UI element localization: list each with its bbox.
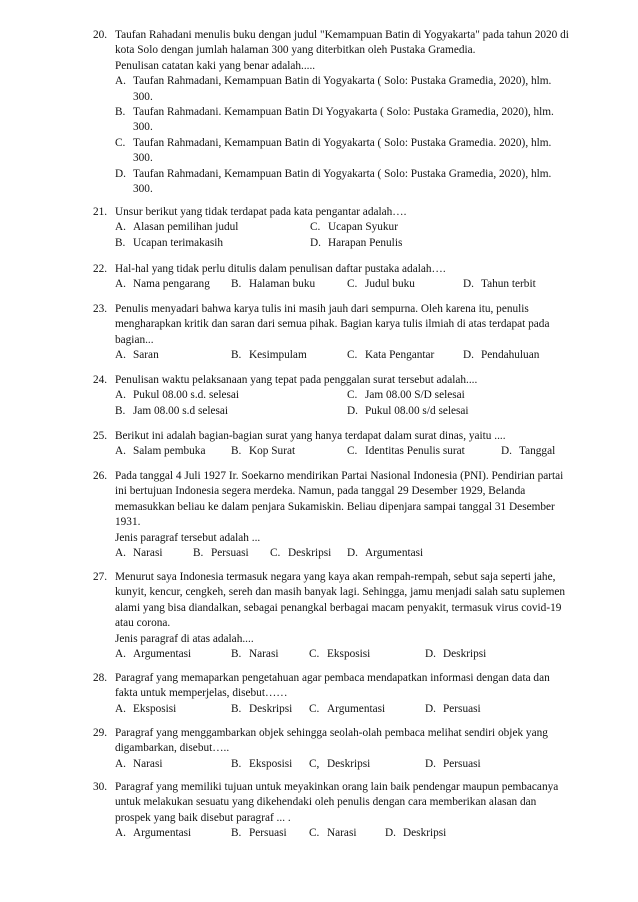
option-text: Taufan Rahmadani, Kemampuan Batin di Yogyakarta ( Solo: Pustaka Gramedia, 2020), hlm. <box>133 75 552 88</box>
answer-option-b[interactable] <box>231 826 287 841</box>
option-letter: B. <box>231 757 242 770</box>
option-text: Argumentasi <box>365 547 424 560</box>
question-stem-line: Menurut saya Indonesia termasuk negara yang kaya akan rempah-rempah, sebut saja seperti jahe, <box>115 571 556 583</box>
option-letter: C. <box>270 547 281 560</box>
option-letter: A. <box>115 445 126 458</box>
option-text: Taufan Rahmadani, Kemampuan Batin di Yogyakarta ( Solo: Pustaka Gramedia. 2020), hlm. <box>133 136 552 149</box>
option-text: Nama pengarang <box>133 278 210 291</box>
answer-option-d[interactable] <box>463 277 536 292</box>
question-29 <box>93 726 603 772</box>
option-letter: C, <box>309 757 320 770</box>
answer-option-a[interactable] <box>115 647 191 662</box>
option-letter: D. <box>425 702 436 715</box>
option-text: Ucapan Syukur <box>328 221 398 234</box>
option-letter: A. <box>115 75 126 88</box>
question-stem-line: prospek yang baik disebut paragraf ... . <box>115 811 291 824</box>
option-text: Argumentasi <box>327 702 386 715</box>
question-stem-line: Penulisan waktu pelaksanaan yang tepat pada penggalan surat tersebut adalah.... <box>115 374 478 386</box>
answer-option-d[interactable] <box>463 348 539 363</box>
question-24 <box>93 373 603 419</box>
option-text: Narasi <box>133 547 163 560</box>
option-letter: A. <box>115 702 126 715</box>
answer-option-a[interactable] <box>115 546 162 561</box>
question-number: 30. <box>93 781 108 793</box>
answer-option-a[interactable] <box>115 277 210 292</box>
option-text: Kesimpulam <box>249 349 307 362</box>
option-text: Alasan pemilihan judul <box>133 221 239 234</box>
answer-option-b[interactable] <box>231 647 278 662</box>
answer-option-d[interactable] <box>385 826 446 841</box>
answer-option-d[interactable] <box>425 702 481 717</box>
option-text: Persuasi <box>443 757 481 770</box>
answer-option-d[interactable] <box>425 757 481 772</box>
question-number: 24. <box>93 374 108 386</box>
question-stem-line: Pada tanggal 4 Juli 1927 Ir. Soekarno mendirikan Partai Nasional Indonesia (PNI). Pendirian partai <box>115 470 564 482</box>
question-25 <box>93 429 603 460</box>
answer-option-d[interactable] <box>425 647 486 662</box>
option-letter: B. <box>115 106 126 119</box>
option-letter: B. <box>231 702 242 715</box>
answer-option-c[interactable] <box>347 277 415 292</box>
option-letter: D. <box>501 445 512 458</box>
answer-option-c[interactable] <box>270 546 331 561</box>
option-text: Salam pembuka <box>133 445 206 458</box>
option-text: Pukul 08.00 s.d. selesai <box>133 389 240 402</box>
option-text: Argumentasi <box>133 648 192 661</box>
question-stem-line: 1931. <box>115 516 141 529</box>
option-text: Eksposisi <box>249 757 293 770</box>
option-text: Eksposisi <box>327 648 371 661</box>
option-text: Persuasi <box>211 547 249 560</box>
option-letter: C. <box>310 221 321 234</box>
option-letter: A. <box>115 827 126 840</box>
option-letter: D. <box>425 648 436 661</box>
answer-option-a[interactable] <box>115 388 239 403</box>
option-letter: C. <box>309 648 320 661</box>
option-text: Taufan Rahmadani. Kemampuan Batin Di Yogyakarta ( Solo: Pustaka Gramedia, 2020), hlm. <box>133 106 554 119</box>
answer-option-c[interactable] <box>347 388 465 403</box>
option-text: 300. <box>133 121 153 134</box>
option-text: Persuasi <box>249 827 287 840</box>
answer-option-a[interactable] <box>115 444 205 459</box>
option-letter: D. <box>347 404 358 417</box>
answer-option-d[interactable] <box>115 167 603 198</box>
option-text: 300. <box>133 152 153 165</box>
answer-option-d[interactable] <box>347 546 423 561</box>
question-stem-line: untuk melakukan sesuatu yang dikehendaki oleh penulis dengan cara memberikan alasan dan <box>115 796 537 809</box>
question-stem-line: Taufan Rahadani menulis buku dengan judul "Kemampuan Batin di Yogyakarta" pada tahun 2020 di <box>115 29 569 41</box>
answer-option-c[interactable] <box>310 220 398 235</box>
question-stem-line: Unsur berikut yang tidak terdapat pada kata pengantar adalah…. <box>115 206 407 218</box>
question-number: 28. <box>93 672 108 684</box>
option-text: Narasi <box>327 827 357 840</box>
option-letter: C. <box>347 278 358 291</box>
question-number: 23. <box>93 303 108 315</box>
answer-option-a[interactable] <box>115 702 176 717</box>
answer-option-b[interactable] <box>231 757 292 772</box>
question-stem-line: Penulisan catatan kaki yang benar adalah..... <box>115 59 316 72</box>
question-stem-line: atau corona. <box>115 617 171 630</box>
option-text: Judul buku <box>365 278 415 291</box>
option-letter: B. <box>231 278 242 291</box>
option-text: Kop Surat <box>249 445 296 458</box>
answer-option-b[interactable] <box>231 702 292 717</box>
answer-option-d[interactable] <box>347 404 469 419</box>
answer-option-d[interactable] <box>310 236 402 251</box>
option-text: Persuasi <box>443 702 481 715</box>
answer-option-b[interactable] <box>231 348 307 363</box>
option-text: Deskripsi <box>443 648 487 661</box>
question-stem-line: Jenis paragraf di atas adalah.... <box>115 632 254 645</box>
question-23 <box>93 302 603 364</box>
question-stem-line: kota Solo dengan jumlah halaman 300 yang diterbitkan oleh Pustaka Gramedia. <box>115 44 476 57</box>
option-text: Kata Pengantar <box>365 349 435 362</box>
option-text: Tahun terbit <box>481 278 536 291</box>
question-stem-line: Jenis paragraf tersebut adalah ... <box>115 531 261 544</box>
question-stem-line: ini bertujuan Indonesia segera merdeka. Namun, pada tanggal 29 Desember 1929, Belanda <box>115 485 526 498</box>
option-letter: C. <box>309 702 320 715</box>
option-text: Deskripsi <box>327 757 371 770</box>
answer-option-b[interactable] <box>115 404 228 419</box>
option-text: Pendahuluan <box>481 349 540 362</box>
question-stem-line: kunyit, kencur, cengkeh, sereh dan masih banyak lagi. Sehingga, jamu menjadi salah satu suplemen <box>115 586 566 599</box>
option-letter: C. <box>347 445 358 458</box>
option-text: Identitas Penulis surat <box>365 445 465 458</box>
option-text: Halaman buku <box>249 278 316 291</box>
option-text: Saran <box>133 349 159 362</box>
answer-option-b[interactable] <box>231 444 295 459</box>
question-number: 20. <box>93 29 108 41</box>
question-stem-line: digambarkan, disebut….. <box>115 742 230 755</box>
question-number: 29. <box>93 727 108 739</box>
question-30 <box>93 780 603 842</box>
option-text: Tanggal <box>519 445 556 458</box>
answer-option-b[interactable] <box>115 105 603 136</box>
question-number: 25. <box>93 430 108 442</box>
answer-option-a[interactable] <box>115 826 191 841</box>
option-letter: A. <box>115 349 126 362</box>
option-text: Narasi <box>133 757 163 770</box>
question-number: 22. <box>93 263 108 275</box>
answer-option-d[interactable] <box>501 444 555 459</box>
option-text: Narasi <box>249 648 279 661</box>
answer-option-c[interactable] <box>347 444 465 459</box>
option-letter: B. <box>115 404 126 417</box>
question-28 <box>93 671 603 717</box>
option-letter: A. <box>115 278 126 291</box>
answer-option-c[interactable] <box>309 702 385 717</box>
question-stem-line: Paragraf yang memiliki tujuan untuk meyakinkan orang lain baik pendengar maupun pembacanya <box>115 781 559 793</box>
question-stem-line: Paragraf yang memaparkan pengetahuan agar pembaca mendapatkan informasi dengan data dan <box>115 672 550 684</box>
question-stem-line: Paragraf yang menggambarkan objek sehingga seolah-olah pembaca melihat sendiri objek yang <box>115 727 548 739</box>
answer-option-c[interactable] <box>309 757 370 772</box>
option-letter: D. <box>463 349 474 362</box>
option-text: Pukul 08.00 s/d selesai <box>365 404 469 417</box>
option-text: Deskripsi <box>288 547 332 560</box>
option-text: 300. <box>133 183 153 196</box>
answer-option-b[interactable] <box>115 236 223 251</box>
answer-option-a[interactable] <box>115 220 238 235</box>
answer-option-c[interactable] <box>309 826 356 841</box>
option-letter: D. <box>310 236 321 249</box>
question-number: 26. <box>93 470 108 482</box>
option-letter: B. <box>231 445 242 458</box>
option-letter: B. <box>231 827 242 840</box>
question-stem-line: Hal-hal yang tidak perlu ditulis dalam penulisan daftar pustaka adalah…. <box>115 263 446 275</box>
option-text: 300. <box>133 90 153 103</box>
question-stem-line: Berikut ini adalah bagian-bagian surat yang hanya terdapat dalam surat dinas, yaitu .... <box>115 430 506 442</box>
option-letter: A. <box>115 389 126 402</box>
question-stem-line: alami yang bisa diandalkan, sebagai penangkal berbagai macam penyakit, termasuk virus covid-19 <box>115 601 562 614</box>
option-text: Harapan Penulis <box>328 236 403 249</box>
question-stem-line: Penulis menyadari bahwa karya tulis ini masih jauh dari sempurna. Oleh karena itu, penulis <box>115 303 529 315</box>
question-stem-line: fakta untuk memperjelas, disebut…… <box>115 687 288 700</box>
option-letter: C. <box>115 136 126 149</box>
question-27 <box>93 570 603 662</box>
option-text: Deskripsi <box>249 702 293 715</box>
option-letter: A. <box>115 757 126 770</box>
option-letter: C. <box>347 349 358 362</box>
option-letter: D. <box>463 278 474 291</box>
option-text: Taufan Rahmadani, Kemampuan Batin di Yogyakarta ( Solo: Pustaka Gramedia, 2020), hlm. <box>133 167 552 180</box>
option-letter: D. <box>115 167 126 180</box>
question-21 <box>93 205 603 251</box>
option-text: Jam 08.00 s.d selesai <box>133 404 229 417</box>
option-letter: B. <box>193 547 204 560</box>
question-number: 27. <box>93 571 108 583</box>
option-letter: B. <box>115 236 126 249</box>
option-letter: B. <box>231 349 242 362</box>
option-letter: D. <box>385 827 396 840</box>
answer-option-a[interactable] <box>115 757 162 772</box>
question-22 <box>93 262 603 293</box>
question-stem-line: mengharapkan kritik dan saran dari semua pihak. Bagian karya tulis ilmiah di atas terdapat pada <box>115 318 550 331</box>
option-text: Jam 08.00 S/D selesai <box>365 389 465 402</box>
answer-option-b[interactable] <box>193 546 249 561</box>
answer-option-c[interactable] <box>115 136 603 167</box>
question-stem-line: memasukkan beliau ke dalam penjara Sukamiskin. Beliau dipenjara sampai tanggal 31 Desember <box>115 500 555 513</box>
option-letter: D. <box>347 547 358 560</box>
answer-option-c[interactable] <box>347 348 434 363</box>
option-letter: C. <box>309 827 320 840</box>
option-text: Eksposisi <box>133 702 177 715</box>
option-letter: A. <box>115 547 126 560</box>
option-letter: A. <box>115 648 126 661</box>
option-letter: A. <box>115 221 126 234</box>
option-text: Argumentasi <box>133 827 192 840</box>
answer-option-a[interactable] <box>115 74 603 105</box>
option-letter: D. <box>425 757 436 770</box>
option-letter: B. <box>231 648 242 661</box>
question-number: 21. <box>93 206 108 218</box>
option-letter: C. <box>347 389 358 402</box>
question-stem-line: bagian... <box>115 333 154 346</box>
option-text: Ucapan terimakasih <box>133 236 224 249</box>
answer-option-b[interactable] <box>231 277 315 292</box>
answer-option-c[interactable] <box>309 647 370 662</box>
option-text: Deskripsi <box>403 827 447 840</box>
answer-option-a[interactable] <box>115 348 159 363</box>
question-20 <box>93 28 603 197</box>
question-26 <box>93 469 603 561</box>
